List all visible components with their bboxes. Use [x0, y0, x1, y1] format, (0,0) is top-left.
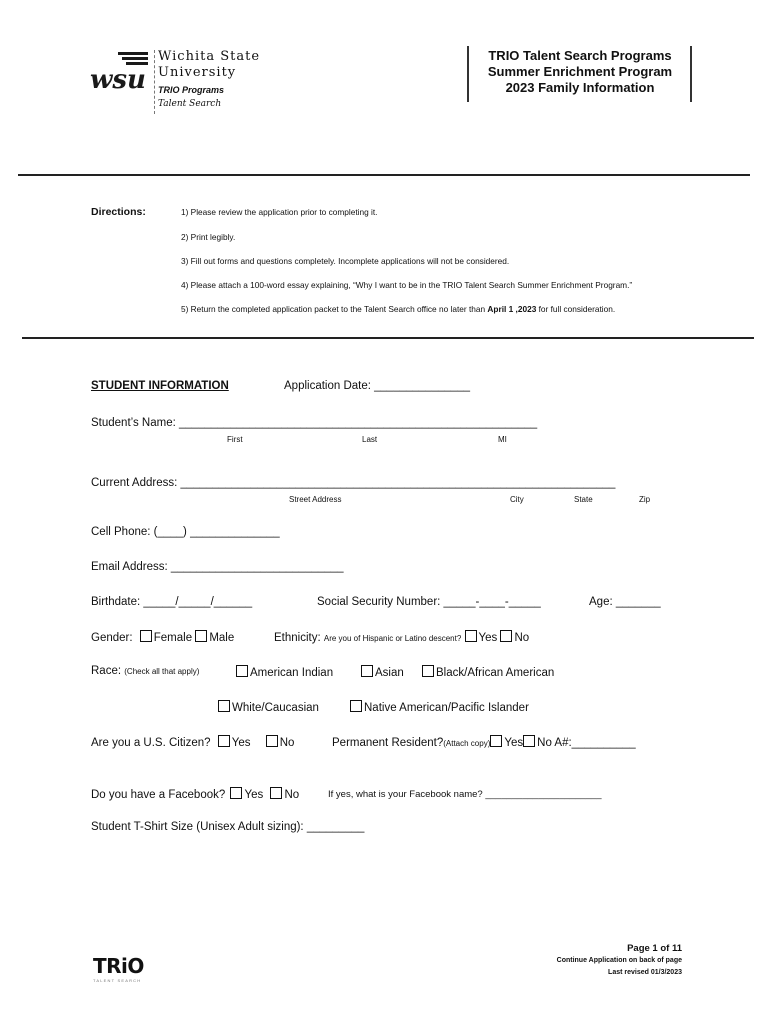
race-native-option	[350, 700, 529, 714]
facebook-no-checkbox[interactable]	[270, 787, 282, 799]
race-american-indian-label: American Indian	[250, 667, 334, 679]
gender-row	[91, 630, 234, 644]
race-label: Race:	[91, 665, 122, 677]
current-address-field[interactable]: Current Address: ____________________________________________________________________	[91, 477, 616, 489]
race-asian-option	[361, 665, 404, 679]
direction-item-5-end: for full consideration.	[536, 304, 616, 314]
university-name-line1: Wichita State	[158, 49, 261, 64]
trio-logo: TRiO	[93, 954, 144, 978]
resident-yes-label: Yes	[504, 737, 524, 749]
directions-rule	[22, 337, 754, 339]
facebook-name-field[interactable]: If yes, what is your Facebook name? ______________________	[328, 789, 602, 800]
resident-row	[332, 735, 636, 749]
header-left-bar	[467, 46, 469, 102]
logo-divider	[154, 50, 155, 114]
birthdate-field[interactable]: Birthdate: _____/_____/______	[91, 596, 253, 608]
header-line2: Summer Enrichment Program	[487, 64, 673, 79]
ethnicity-yes-checkbox[interactable]	[465, 630, 477, 642]
address-city-label: City	[510, 495, 524, 504]
wsu-logo	[88, 50, 150, 94]
direction-item-4: 4) Please attach a 100-word essay explaining, “Why I want to be in the TRIO Talent Search Summer Enrichment Program.”	[181, 280, 633, 290]
continue-note: Continue Application on back of page	[556, 957, 682, 964]
resident-yes-checkbox[interactable]	[490, 735, 502, 747]
cell-phone-field[interactable]: Cell Phone: (____) ______________	[91, 526, 280, 538]
header-line1: TRIO Talent Search Programs	[488, 48, 672, 63]
facebook-no-label: No	[284, 789, 300, 801]
resident-question: Permanent Resident?	[332, 737, 444, 749]
gender-male-label: Male	[209, 632, 235, 644]
page-number: Page 1 of 11	[627, 943, 682, 954]
document-header	[470, 48, 690, 96]
race-asian-label: Asian	[375, 667, 404, 679]
direction-item-3: 3) Fill out forms and questions completely. Incomplete applications will not be considered.	[181, 256, 510, 266]
header-right-bar	[690, 46, 692, 102]
trio-logo-subtitle: TALENT SEARCH	[93, 978, 142, 983]
name-mi-label: MI	[498, 435, 507, 444]
age-field[interactable]: Age: _______	[589, 596, 661, 608]
email-field[interactable]: Email Address: ___________________________	[91, 561, 344, 573]
citizen-yes-label: Yes	[231, 737, 251, 749]
direction-item-1: 1) Please review the application prior to completing it.	[181, 207, 378, 217]
race-note: (Check all that apply)	[124, 667, 200, 676]
facebook-question: Do you have a Facebook?	[91, 789, 226, 801]
gender-male-checkbox[interactable]	[195, 630, 207, 642]
student-name-field[interactable]: Student’s Name: ________________________________________________________	[91, 417, 538, 429]
ethnicity-label: Ethnicity:	[274, 632, 321, 644]
race-native-checkbox[interactable]	[350, 700, 362, 712]
address-zip-label: Zip	[639, 495, 651, 504]
header-line3: 2023 Family Information	[505, 80, 655, 95]
talent-search-label: Talent Search	[158, 98, 222, 109]
facebook-yes-label: Yes	[244, 789, 264, 801]
gender-female-checkbox[interactable]	[140, 630, 152, 642]
facebook-yes-checkbox[interactable]	[230, 787, 242, 799]
race-black-label: Black/African American	[436, 667, 555, 679]
trio-programs-label: TRIO Programs	[158, 85, 225, 96]
university-wordmark	[158, 50, 260, 109]
name-last-label: Last	[362, 435, 378, 444]
race-native-label: Native American/Pacific Islander	[364, 702, 529, 714]
revision-date: Last revised 01/3/2023	[608, 969, 682, 976]
ethnicity-no-label: No	[514, 632, 530, 644]
citizen-question: Are you a U.S. Citizen?	[91, 737, 211, 749]
a-number-field[interactable]: A#:__________	[554, 737, 636, 749]
ethnicity-row	[274, 630, 529, 644]
direction-item-5	[181, 304, 615, 314]
facebook-row	[91, 787, 299, 801]
race-row	[91, 665, 199, 677]
tshirt-size-field[interactable]: Student T-Shirt Size (Unisex Adult sizing): _________	[91, 821, 365, 833]
race-american-indian-option	[236, 665, 333, 679]
gender-label: Gender:	[91, 632, 133, 644]
race-white-checkbox[interactable]	[218, 700, 230, 712]
svg-text:wsu: wsu	[90, 65, 146, 94]
direction-item-2: 2) Print legibly.	[181, 232, 236, 242]
race-white-label: White/Caucasian	[232, 702, 319, 714]
citizen-no-checkbox[interactable]	[266, 735, 278, 747]
ssn-field[interactable]: Social Security Number: _____-____-_____	[317, 596, 541, 608]
citizen-yes-checkbox[interactable]	[218, 735, 230, 747]
race-asian-checkbox[interactable]	[361, 665, 373, 677]
university-name-line2: University	[158, 64, 237, 80]
resident-no-label: No	[537, 737, 552, 749]
attach-copy-note: (Attach copy)	[443, 739, 491, 748]
top-rule	[18, 174, 750, 176]
directions-label: Directions:	[91, 206, 146, 218]
resident-no-checkbox[interactable]	[523, 735, 535, 747]
citizen-row	[91, 735, 294, 749]
name-first-label: First	[227, 435, 243, 444]
race-white-option	[218, 700, 319, 714]
gender-female-label: Female	[153, 632, 193, 644]
ethnicity-question: Are you of Hispanic or Latino descent?	[323, 634, 462, 643]
direction-item-5-text: 5) Return the completed application packet to the Talent Search office no later than	[181, 304, 488, 314]
race-black-checkbox[interactable]	[422, 665, 434, 677]
ethnicity-no-checkbox[interactable]	[500, 630, 512, 642]
race-black-option	[422, 665, 554, 679]
application-date-field[interactable]: Application Date: _______________	[284, 380, 471, 392]
ethnicity-yes-label: Yes	[478, 632, 498, 644]
citizen-no-label: No	[279, 737, 295, 749]
address-street-label: Street Address	[289, 495, 342, 504]
race-american-indian-checkbox[interactable]	[236, 665, 248, 677]
address-state-label: State	[574, 495, 593, 504]
student-info-title: STUDENT INFORMATION	[91, 380, 229, 392]
deadline-date: April 1 ,2023	[487, 304, 537, 314]
